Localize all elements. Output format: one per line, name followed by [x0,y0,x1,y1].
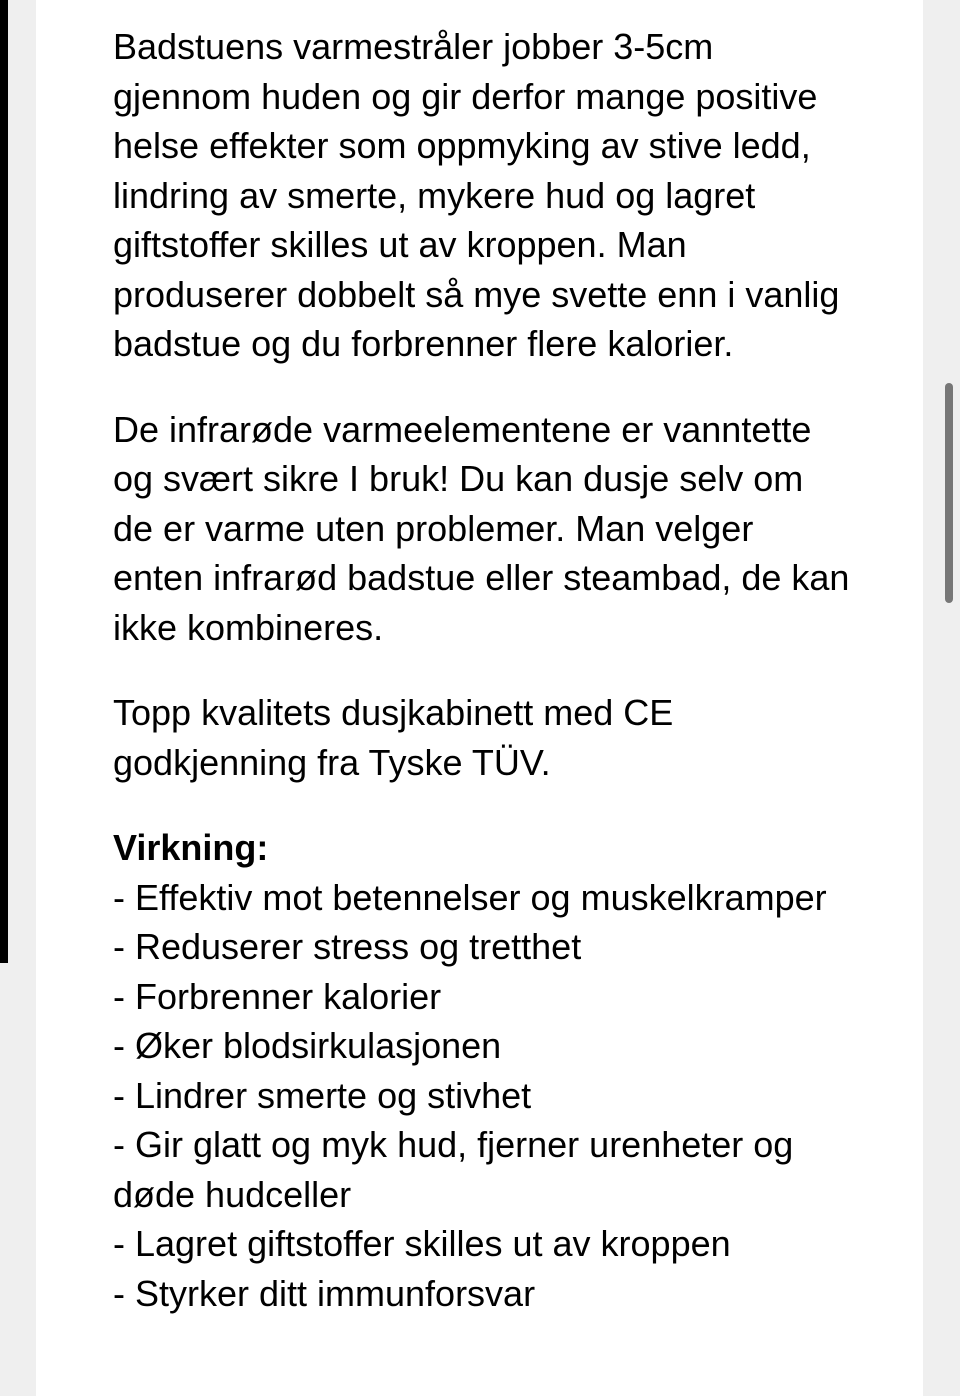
scrollbar-thumb[interactable] [945,383,953,603]
effect-item: - Lindrer smerte og stivhet [113,1074,532,1116]
effects-section [113,823,853,1318]
left-edge-bar [0,0,8,963]
paragraph-quality: Topp kvalitets dusjkabinett med CE godkjenning fra Tyske TÜV. [113,692,674,783]
paragraph-heating-elements: De infrarøde varmeelementene er vanntette og svært sikre I bruk! Du kan dusje selv om de er varme uten problemer. Man velger enten infrarød badstue eller steambad, de kan ikke kombineres. [113,408,850,648]
description-text-area [113,22,853,1318]
effect-item: - Gir glatt og myk hud, fjerner urenheter og døde hudceller [113,1124,794,1215]
effect-item: - Effektiv mot betennelser og muskelkramper [113,876,827,918]
right-gutter-scrollbar-track [923,0,960,1396]
effect-item: - Reduserer stress og tretthet [113,926,582,967]
effects-heading: Virkning: [113,827,269,868]
effect-item: - Styrker ditt immunforsvar [113,1272,536,1314]
effect-item: - Lagret giftstoffer skilles ut av kroppen [113,1223,731,1264]
effect-item: - Øker blodsirkulasjonen [113,1025,502,1066]
effect-item: - Forbrenner kalorier [113,975,442,1017]
paragraph-intro: Badstuens varmestråler jobber 3-5cm gjennom huden og gir derfor mange positive helse effekter som oppmyking av stive ledd, lindring av smerte, mykere hud og lagret giftstoffer skilles ut av kroppen. Man produserer dobbelt så mye svette enn i vanlig badstue og du forbrenner flere kalorier. [113,26,840,364]
